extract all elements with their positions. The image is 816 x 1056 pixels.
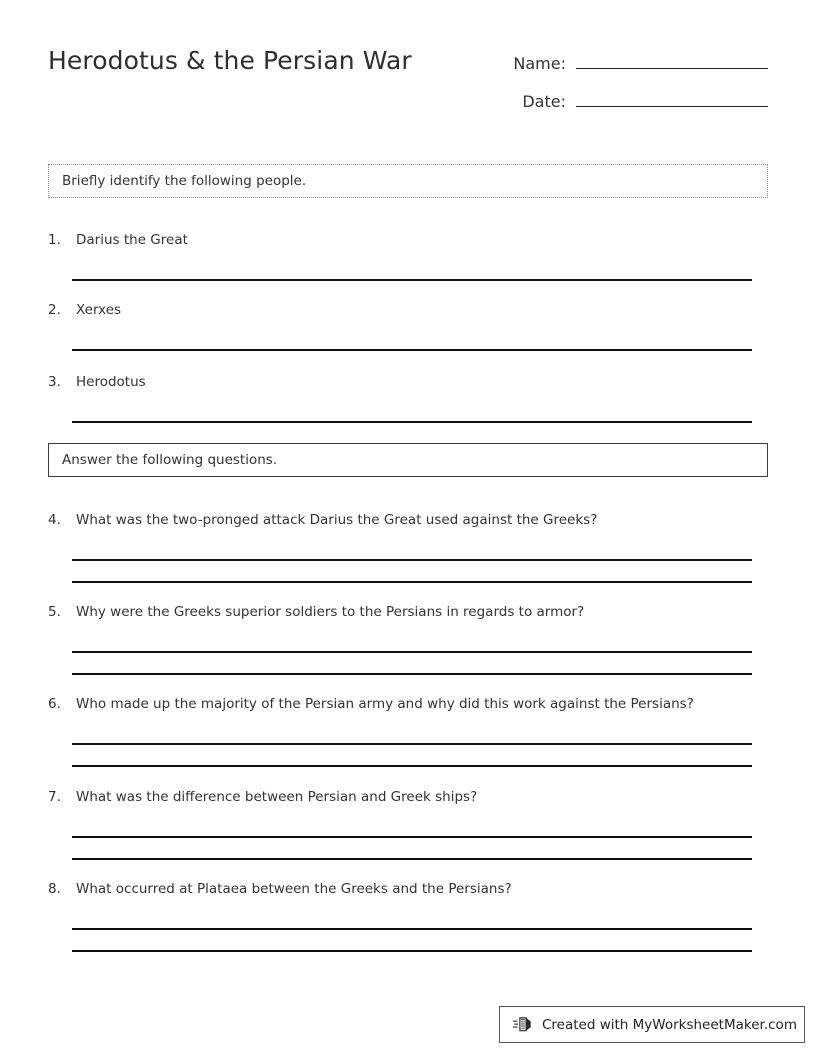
footer-attribution-badge[interactable] bbox=[499, 1006, 805, 1043]
answer-area bbox=[72, 723, 768, 767]
answer-line[interactable] bbox=[72, 561, 752, 583]
question-item-2 bbox=[48, 301, 768, 351]
question-header bbox=[48, 603, 768, 621]
answer-line[interactable] bbox=[72, 259, 752, 281]
question-number: 3. bbox=[48, 374, 61, 390]
question-item-7 bbox=[48, 788, 768, 860]
answer-line[interactable] bbox=[72, 908, 752, 930]
question-header bbox=[48, 301, 768, 319]
question-item-6 bbox=[48, 695, 768, 767]
answer-line[interactable] bbox=[72, 745, 752, 767]
worksheet-maker-logo-icon bbox=[512, 1014, 534, 1036]
name-field-label: Name: bbox=[513, 54, 566, 73]
question-header bbox=[48, 880, 768, 898]
answer-area bbox=[72, 329, 768, 351]
question-header bbox=[48, 373, 768, 391]
answer-area bbox=[72, 259, 768, 281]
question-text: Why were the Greeks superior soldiers to the Persians in regards to armor? bbox=[76, 604, 585, 620]
answer-line[interactable] bbox=[72, 653, 752, 675]
answer-area bbox=[72, 816, 768, 860]
answer-line[interactable] bbox=[72, 539, 752, 561]
name-field-row bbox=[476, 48, 768, 86]
question-number: 5. bbox=[48, 604, 61, 620]
question-header bbox=[48, 511, 768, 529]
question-text: What occurred at Plataea between the Greeks and the Persians? bbox=[76, 881, 512, 897]
answer-line[interactable] bbox=[72, 838, 752, 860]
question-item-4 bbox=[48, 511, 768, 583]
name-input-line[interactable] bbox=[576, 48, 768, 69]
question-number: 2. bbox=[48, 302, 61, 318]
answer-line[interactable] bbox=[72, 723, 752, 745]
date-input-line[interactable] bbox=[576, 86, 768, 107]
footer-attribution-text: Created with MyWorksheetMaker.com bbox=[542, 1016, 797, 1033]
question-text: Xerxes bbox=[76, 302, 122, 318]
answer-line[interactable] bbox=[72, 631, 752, 653]
date-field-label: Date: bbox=[522, 92, 566, 111]
worksheet-header bbox=[48, 44, 768, 124]
question-number: 8. bbox=[48, 881, 61, 897]
answer-line[interactable] bbox=[72, 329, 752, 351]
answer-line[interactable] bbox=[72, 401, 752, 423]
answer-area bbox=[72, 401, 768, 423]
date-field-row bbox=[476, 86, 768, 124]
instruction-banner-answer bbox=[48, 443, 768, 477]
instruction-banner-identify bbox=[48, 164, 768, 198]
question-text: What was the difference between Persian and Greek ships? bbox=[76, 789, 478, 805]
question-text: Darius the Great bbox=[76, 232, 188, 248]
question-number: 7. bbox=[48, 789, 61, 805]
answer-area bbox=[72, 631, 768, 675]
question-number: 6. bbox=[48, 696, 61, 712]
question-number: 4. bbox=[48, 512, 61, 528]
question-item-1 bbox=[48, 231, 768, 281]
question-header bbox=[48, 788, 768, 806]
instruction-text: Briefly identify the following people. bbox=[62, 173, 307, 189]
question-text: What was the two-pronged attack Darius the Great used against the Greeks? bbox=[76, 512, 598, 528]
answer-area bbox=[72, 539, 768, 583]
student-meta-fields bbox=[476, 48, 768, 124]
question-item-3 bbox=[48, 373, 768, 423]
question-header bbox=[48, 695, 768, 713]
question-number: 1. bbox=[48, 232, 61, 248]
instruction-text: Answer the following questions. bbox=[62, 452, 278, 468]
answer-line[interactable] bbox=[72, 930, 752, 952]
question-item-5 bbox=[48, 603, 768, 675]
question-text: Herodotus bbox=[76, 374, 146, 390]
question-item-8 bbox=[48, 880, 768, 952]
question-header bbox=[48, 231, 768, 249]
answer-area bbox=[72, 908, 768, 952]
page-title: Herodotus & the Persian War bbox=[48, 46, 412, 75]
answer-line[interactable] bbox=[72, 816, 752, 838]
question-text: Who made up the majority of the Persian army and why did this work against the Persians? bbox=[76, 696, 694, 712]
